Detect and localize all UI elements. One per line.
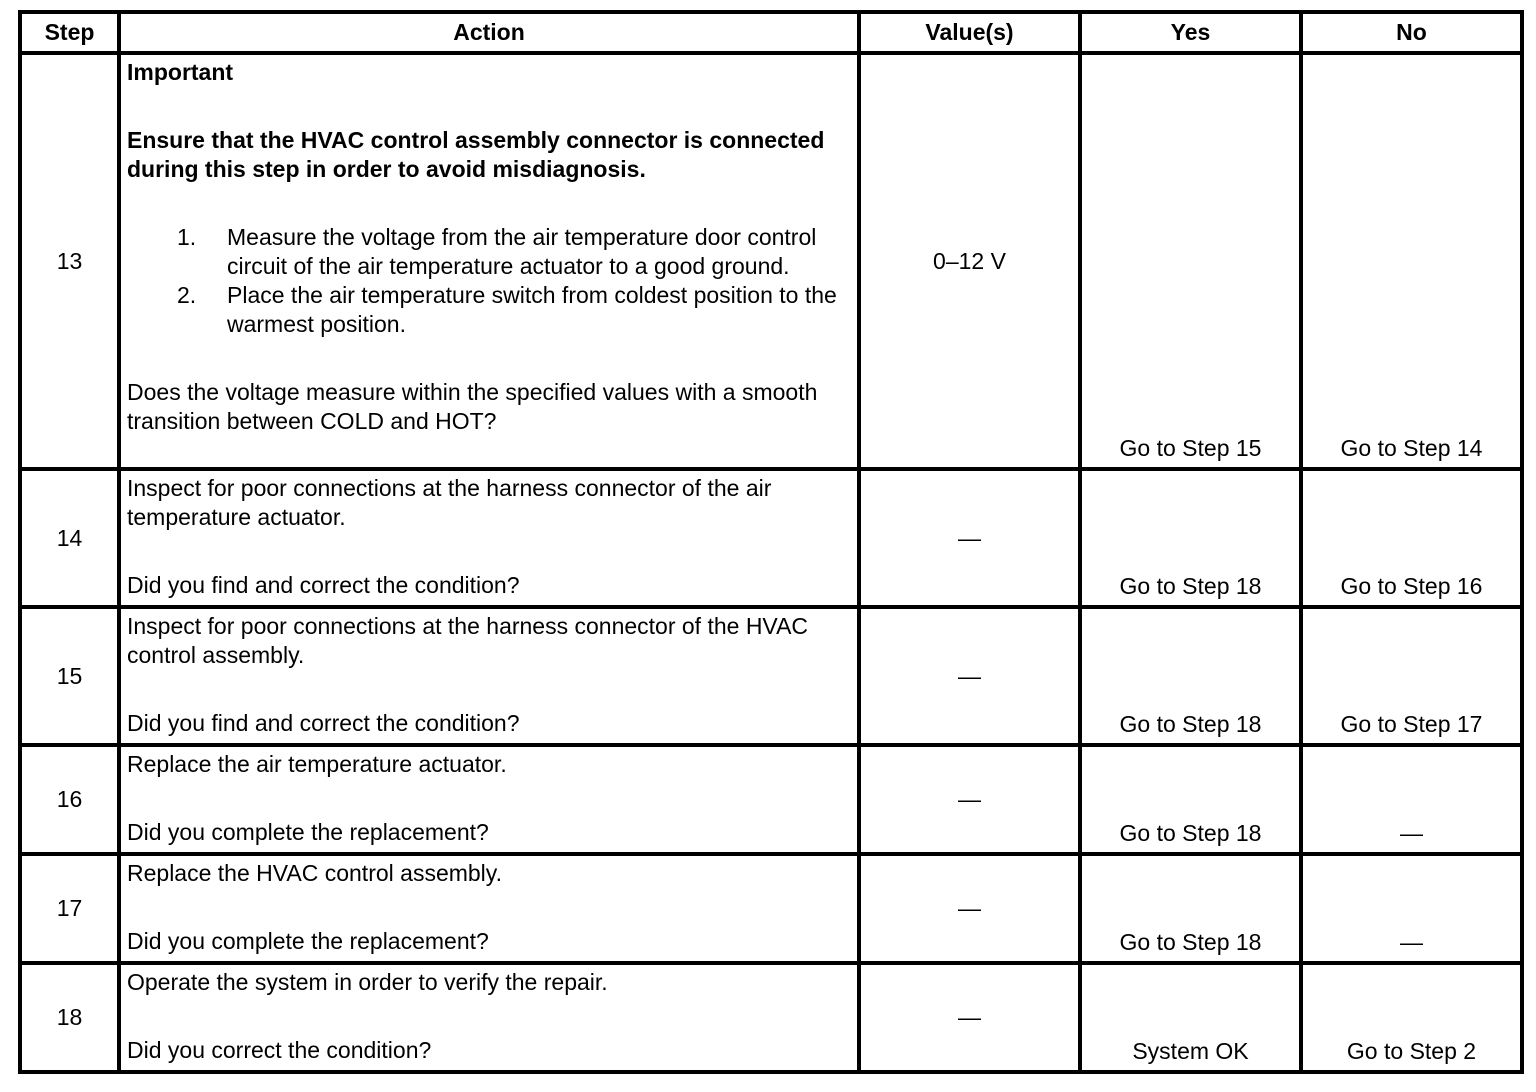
no-cell: — [1301,745,1522,854]
diagnostic-table [18,10,1524,1074]
yes-cell: System OK [1080,963,1301,1072]
action-text: Operate the system in order to verify the repair. [127,969,608,995]
list-item [127,223,851,281]
table-row [20,745,1522,854]
step-number: 14 [20,469,119,607]
action-text: Inspect for poor connections at the harness connector of the HVAC control assembly. [127,613,809,668]
important-label: Important [127,59,234,85]
no-cell: Go to Step 17 [1301,607,1522,745]
no-cell: — [1301,854,1522,963]
action-cell [119,469,859,607]
table-row [20,963,1522,1072]
question-text: Did you find and correct the condition? [127,572,520,598]
value-cell: — [859,963,1080,1072]
header-row [20,12,1522,53]
no-cell: Go to Step 14 [1301,53,1522,469]
yes-cell: Go to Step 18 [1080,469,1301,607]
table-row [20,854,1522,963]
question-text: Did you complete the replacement? [127,928,489,954]
action-cell [119,963,859,1072]
no-cell: Go to Step 2 [1301,963,1522,1072]
yes-cell: Go to Step 18 [1080,745,1301,854]
action-cell [119,854,859,963]
step-number: 13 [20,53,119,469]
value-cell: 0–12 V [859,53,1080,469]
table-row [20,469,1522,607]
no-cell: Go to Step 16 [1301,469,1522,607]
action-text: Replace the air temperature actuator. [127,751,507,777]
step-number: 16 [20,745,119,854]
action-cell [119,745,859,854]
yes-cell: Go to Step 18 [1080,854,1301,963]
action-text: Replace the HVAC control assembly. [127,860,502,886]
value-cell: — [859,745,1080,854]
action-cell [119,607,859,745]
question-text: Does the voltage measure within the specified values with a smooth transition between COLD and HOT? [127,379,818,434]
step-number: 15 [20,607,119,745]
header-action: Action [119,12,859,53]
substep-list [127,223,851,339]
header-yes: Yes [1080,12,1301,53]
table-row [20,53,1522,469]
action-text: Inspect for poor connections at the harness connector of the air temperature actuator. [127,475,772,530]
value-cell: — [859,607,1080,745]
step-number: 18 [20,963,119,1072]
action-cell [119,53,859,469]
header-values: Value(s) [859,12,1080,53]
yes-cell: Go to Step 15 [1080,53,1301,469]
step-number: 17 [20,854,119,963]
list-item [127,281,851,339]
value-cell: — [859,469,1080,607]
question-text: Did you complete the replacement? [127,819,489,845]
important-text: Ensure that the HVAC control assembly connector is connected during this step in order to avoid misdiagnosis. [127,127,825,182]
table-row [20,607,1522,745]
value-cell: — [859,854,1080,963]
question-text: Did you correct the condition? [127,1037,432,1063]
substep-number: 1. [177,224,197,250]
yes-cell: Go to Step 18 [1080,607,1301,745]
substep-number: 2. [177,282,197,308]
header-no: No [1301,12,1522,53]
substep-text: Measure the voltage from the air temperature door control circuit of the air temperature actuator to a good ground. [227,224,817,279]
question-text: Did you find and correct the condition? [127,710,520,736]
header-step: Step [20,12,119,53]
substep-text: Place the air temperature switch from coldest position to the warmest position. [227,282,837,337]
